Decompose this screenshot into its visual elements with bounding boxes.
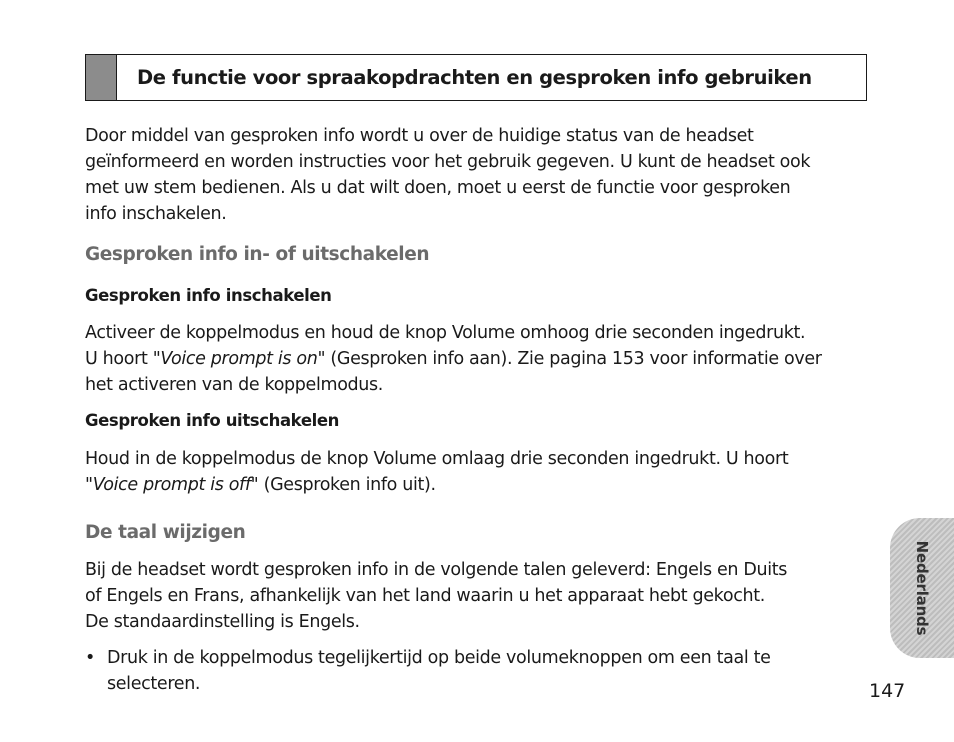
disable-line — [85, 472, 875, 498]
language-line: Bij de headset wordt gesproken info in de volgende talen geleverd: Engels en Duits — [85, 560, 788, 580]
language-paragraph — [85, 557, 875, 635]
voice-prompt-off-quote: "Voice prompt is off" — [85, 475, 259, 495]
title-marker — [86, 55, 117, 100]
page-number: 147 — [869, 680, 906, 702]
enable-voice-heading: Gesproken info inschakelen — [85, 286, 332, 305]
language-side-tab — [890, 518, 954, 658]
bullet-icon: • — [85, 648, 95, 668]
section-title-bar — [85, 54, 867, 101]
bullet-line: selecteren. — [107, 674, 201, 694]
disable-line: Houd in de koppelmodus de knop Volume omlaag drie seconden ingedrukt. U hoort — [85, 449, 789, 469]
intro-line: met uw stem bedienen. Als u dat wilt doen, moet u eerst de functie voor gesproken — [85, 178, 791, 198]
intro-line: Door middel van gesproken info wordt u over de huidige status van de headset — [85, 126, 754, 146]
intro-paragraph — [85, 123, 875, 227]
language-line: De standaardinstelling is Engels. — [85, 612, 360, 632]
page-title: De functie voor spraakopdrachten en gesproken info gebruiken — [137, 66, 812, 89]
enable-line-suffix: (Gesproken info aan). Zie pagina 153 voor informatie over — [325, 349, 822, 369]
enable-voice-paragraph — [85, 320, 875, 398]
voice-prompt-section-heading: Gesproken info in- of uitschakelen — [85, 244, 430, 265]
voice-prompt-on-quote: "Voice prompt is on" — [152, 349, 326, 369]
disable-voice-paragraph — [85, 446, 875, 498]
language-steps-list — [85, 645, 771, 697]
disable-voice-heading: Gesproken info uitschakelen — [85, 411, 339, 430]
intro-line: info inschakelen. — [85, 204, 227, 224]
list-item — [85, 645, 771, 697]
enable-line: het activeren van de koppelmodus. — [85, 375, 384, 395]
language-line: of Engels en Frans, afhankelijk van het land waarin u het apparaat hebt gekocht. — [85, 586, 765, 606]
language-section-heading: De taal wijzigen — [85, 522, 246, 543]
intro-line: geïnformeerd en worden instructies voor het gebruik gegeven. U kunt de headset ook — [85, 152, 811, 172]
enable-line-prefix: U hoort — [85, 349, 153, 369]
enable-line — [85, 346, 875, 372]
disable-line-suffix: (Gesproken info uit). — [258, 475, 436, 495]
side-tab-label: Nederlands — [913, 540, 931, 636]
enable-line: Activeer de koppelmodus en houd de knop Volume omhoog drie seconden ingedrukt. — [85, 323, 806, 343]
bullet-line: Druk in de koppelmodus tegelijkertijd op beide volumeknoppen om een taal te — [107, 648, 771, 668]
